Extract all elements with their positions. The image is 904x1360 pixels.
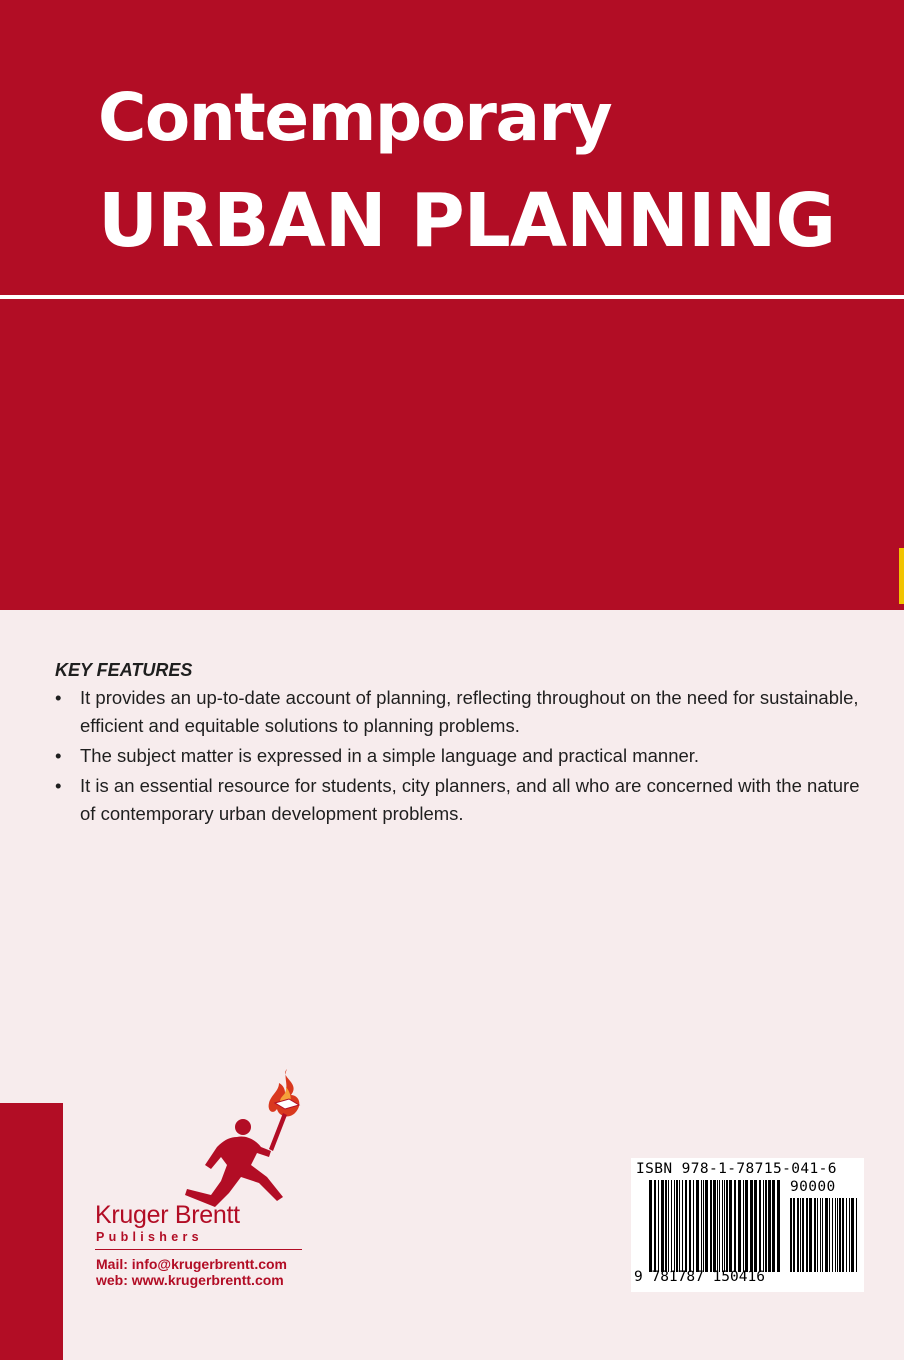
barcode-bar <box>825 1198 828 1272</box>
feature-text: The subject matter is expressed in a simple language and practical manner. <box>80 745 700 766</box>
barcode-bar <box>682 1180 683 1272</box>
barcode-bar <box>814 1198 816 1272</box>
barcode-bar <box>768 1180 771 1272</box>
barcode-bars <box>649 1180 783 1272</box>
barcode-bar <box>713 1180 716 1272</box>
key-features-section <box>55 656 875 830</box>
barcode-bar <box>703 1180 704 1272</box>
isbn-number: ISBN 978-1-78715-041-6 <box>636 1161 837 1177</box>
barcode-bar <box>837 1198 838 1272</box>
barcode-bar <box>765 1180 767 1272</box>
publisher-web: web: www.krugerbrentt.com <box>96 1272 284 1288</box>
barcode-bar <box>839 1198 841 1272</box>
barcode-bar <box>671 1180 672 1272</box>
key-features-heading: KEY FEATURES <box>55 660 193 680</box>
barcode-bar <box>772 1180 775 1272</box>
barcode-bar <box>693 1180 694 1272</box>
barcode-bar <box>829 1198 830 1272</box>
left-accent-band <box>0 1103 63 1360</box>
spine-accent-mark <box>899 548 904 604</box>
barcode-bar <box>777 1180 780 1272</box>
feature-item <box>55 684 875 740</box>
barcode-bar <box>734 1180 736 1272</box>
barcode-price-code: 90000 <box>790 1179 836 1195</box>
barcode-bar <box>820 1198 821 1272</box>
cover-title-line2: URBAN PLANNING <box>98 178 836 264</box>
barcode-bar <box>689 1180 691 1272</box>
barcode-bar <box>806 1198 808 1272</box>
barcode-bar <box>710 1180 712 1272</box>
feature-text: It is an essential resource for students, city planners, and all who are concerned with the nature of contemporary urban development problems. <box>80 775 860 824</box>
barcode-bar <box>701 1180 702 1272</box>
feature-item <box>55 772 875 828</box>
cover-top-band <box>0 0 904 610</box>
barcode-digits: 9 781787 150416 <box>634 1269 765 1285</box>
barcode-bar <box>754 1180 757 1272</box>
publisher-contact <box>96 1256 287 1288</box>
feature-text: It provides an up-to-date account of planning, reflecting throughout on the need for sustainable, efficient and equitable solutions to planning problems. <box>80 687 859 736</box>
title-divider <box>0 295 904 299</box>
barcode-bar <box>665 1180 667 1272</box>
barcode-bar <box>856 1198 857 1272</box>
isbn-barcode <box>631 1158 864 1292</box>
cover-title-line1: Contemporary <box>98 79 612 156</box>
publisher-divider <box>95 1249 302 1250</box>
publisher-name: Kruger Brentt <box>95 1201 240 1229</box>
bullet-icon: • <box>55 687 62 708</box>
barcode-bar <box>763 1180 764 1272</box>
barcode-bar <box>745 1180 748 1272</box>
barcode-bar <box>802 1198 804 1272</box>
barcode-bar <box>722 1180 723 1272</box>
bullet-icon: • <box>55 775 62 796</box>
barcode-bar <box>674 1180 675 1272</box>
barcode-bar <box>717 1180 718 1272</box>
bullet-icon: • <box>55 745 62 766</box>
barcode-bar <box>793 1198 795 1272</box>
barcode-bar <box>750 1180 753 1272</box>
barcode-bar <box>661 1180 664 1272</box>
barcode-bar <box>679 1180 680 1272</box>
barcode-bar <box>696 1180 699 1272</box>
barcode-addon-bars <box>790 1198 860 1272</box>
barcode-bar <box>719 1180 720 1272</box>
key-features-list <box>55 684 875 828</box>
barcode-bar <box>800 1198 801 1272</box>
barcode-bar <box>849 1198 850 1272</box>
barcode-bar <box>705 1180 708 1272</box>
barcode-bar <box>832 1198 833 1272</box>
barcode-bar <box>726 1180 728 1272</box>
barcode-bar <box>658 1180 659 1272</box>
barcode-bar <box>676 1180 678 1272</box>
publisher-subtitle: Publishers <box>96 1230 203 1244</box>
barcode-bar <box>809 1198 812 1272</box>
barcode-bar <box>729 1180 732 1272</box>
barcode-bar <box>846 1198 847 1272</box>
barcode-bar <box>685 1180 687 1272</box>
barcode-bar <box>797 1198 799 1272</box>
publisher-mail: Mail: info@krugerbrentt.com <box>96 1256 287 1272</box>
barcode-bar <box>743 1180 744 1272</box>
barcode-bar <box>842 1198 844 1272</box>
barcode-bar <box>851 1198 854 1272</box>
barcode-bar <box>738 1180 741 1272</box>
barcode-bar <box>817 1198 818 1272</box>
barcode-bar <box>790 1198 792 1272</box>
barcode-bar <box>822 1198 823 1272</box>
barcode-bar <box>835 1198 836 1272</box>
barcode-bar <box>668 1180 669 1272</box>
barcode-bar <box>654 1180 656 1272</box>
barcode-bar <box>724 1180 725 1272</box>
feature-item <box>55 742 875 770</box>
barcode-bar <box>759 1180 761 1272</box>
barcode-bar <box>649 1180 652 1272</box>
